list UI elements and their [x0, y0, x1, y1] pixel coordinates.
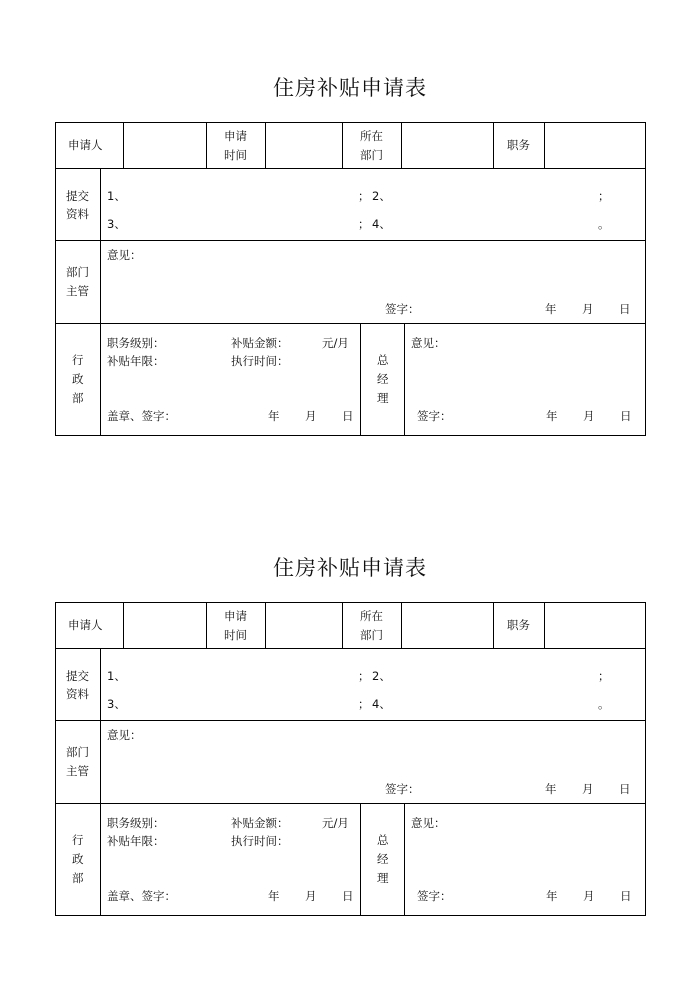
gm-year: 年: [546, 889, 558, 903]
gm-month: 月: [583, 889, 595, 903]
gm-month: 月: [583, 409, 595, 423]
material-sep-3: ；: [358, 217, 370, 231]
apply-time-label-1: 申请: [224, 129, 247, 143]
apply-time-label-2: 时间: [224, 628, 247, 642]
dept-head-year: 年: [545, 782, 557, 796]
form-title: 住房补贴申请表: [273, 76, 427, 100]
gm-label-3: 理: [377, 391, 389, 405]
gm-sign[interactable]: 签字：: [417, 889, 452, 903]
dept-head-label-1: 部门: [66, 745, 89, 759]
material-sep-2: ；: [598, 669, 610, 683]
gm-day: 日: [620, 889, 632, 903]
dept-head-day: 日: [619, 302, 631, 316]
materials-label-2: 资料: [66, 687, 89, 701]
applicant-label: 申请人: [68, 138, 103, 152]
admin-term[interactable]: 补贴年限：: [107, 834, 165, 848]
material-item-3[interactable]: 3、: [107, 697, 126, 711]
dept-head-month: 月: [582, 782, 594, 796]
admin-unit: 元/月: [322, 336, 349, 350]
dept-head-sign[interactable]: 签字：: [385, 302, 420, 316]
material-item-1[interactable]: 1、: [107, 189, 126, 203]
apply-time-field[interactable]: [266, 123, 342, 168]
material-end: 。: [598, 217, 610, 231]
dept-head-label-1: 部门: [66, 265, 89, 279]
dept-head-year: 年: [545, 302, 557, 316]
material-sep-1: ；: [358, 669, 370, 683]
admin-month: 月: [305, 889, 317, 903]
gm-label-2: 经: [377, 372, 389, 386]
dept-label-2: 部门: [360, 148, 383, 162]
applicant-field[interactable]: [124, 603, 206, 648]
admin-year: 年: [268, 889, 280, 903]
apply-time-label-1: 申请: [224, 609, 247, 623]
dept-head-day: 日: [619, 782, 631, 796]
admin-month: 月: [305, 409, 317, 423]
position-label: 职务: [507, 618, 530, 632]
admin-day: 日: [342, 409, 354, 423]
materials-label-1: 提交: [66, 669, 89, 683]
material-item-4[interactable]: 4、: [372, 697, 391, 711]
dept-label-1: 所在: [360, 129, 383, 143]
admin-label-1: 行: [72, 353, 84, 367]
gm-label-3: 理: [377, 871, 389, 885]
material-sep-2: ；: [598, 189, 610, 203]
gm-label-1: 总: [377, 833, 389, 847]
apply-time-field[interactable]: [266, 603, 342, 648]
admin-year: 年: [268, 409, 280, 423]
dept-head-month: 月: [582, 302, 594, 316]
admin-unit: 元/月: [322, 816, 349, 830]
dept-head-label-2: 主管: [66, 284, 89, 298]
gm-year: 年: [546, 409, 558, 423]
admin-term[interactable]: 补贴年限：: [107, 354, 165, 368]
material-item-1[interactable]: 1、: [107, 669, 126, 683]
housing-subsidy-form-2: [0, 480, 700, 920]
material-sep-3: ；: [358, 697, 370, 711]
admin-label-2: 政: [72, 372, 84, 386]
gm-opinion[interactable]: 意见：: [411, 816, 446, 830]
gm-label-2: 经: [377, 852, 389, 866]
apply-time-label-2: 时间: [224, 148, 247, 162]
dept-label-2: 部门: [360, 628, 383, 642]
form-title: 住房补贴申请表: [273, 556, 427, 580]
material-end: 。: [598, 697, 610, 711]
material-item-4[interactable]: 4、: [372, 217, 391, 231]
gm-label-1: 总: [377, 353, 389, 367]
dept-head-label-2: 主管: [66, 764, 89, 778]
admin-rank[interactable]: 职务级别：: [107, 336, 165, 350]
admin-label-3: 部: [72, 391, 84, 405]
material-sep-1: ；: [358, 189, 370, 203]
admin-label-2: 政: [72, 852, 84, 866]
dept-label-1: 所在: [360, 609, 383, 623]
dept-field[interactable]: [402, 123, 493, 168]
admin-exec-time[interactable]: 执行时间：: [231, 834, 289, 848]
dept-head-opinion[interactable]: 意见：: [107, 728, 142, 742]
dept-field[interactable]: [402, 603, 493, 648]
admin-rank[interactable]: 职务级别：: [107, 816, 165, 830]
gm-day: 日: [620, 409, 632, 423]
admin-seal[interactable]: 盖章、签字：: [107, 409, 176, 423]
dept-head-opinion[interactable]: 意见：: [107, 248, 142, 262]
position-label: 职务: [507, 138, 530, 152]
materials-label-1: 提交: [66, 189, 89, 203]
gm-opinion[interactable]: 意见：: [411, 336, 446, 350]
admin-amount[interactable]: 补贴金额：: [231, 336, 289, 350]
position-field[interactable]: [545, 123, 645, 168]
materials-label-2: 资料: [66, 207, 89, 221]
admin-exec-time[interactable]: 执行时间：: [231, 354, 289, 368]
housing-subsidy-form-1: [0, 0, 700, 440]
admin-amount[interactable]: 补贴金额：: [231, 816, 289, 830]
applicant-label: 申请人: [68, 618, 103, 632]
position-field[interactable]: [545, 603, 645, 648]
applicant-field[interactable]: [124, 123, 206, 168]
admin-label-3: 部: [72, 871, 84, 885]
gm-sign[interactable]: 签字：: [417, 409, 452, 423]
admin-seal[interactable]: 盖章、签字：: [107, 889, 176, 903]
material-item-3[interactable]: 3、: [107, 217, 126, 231]
admin-day: 日: [342, 889, 354, 903]
material-item-2[interactable]: 2、: [372, 669, 391, 683]
admin-label-1: 行: [72, 833, 84, 847]
material-item-2[interactable]: 2、: [372, 189, 391, 203]
dept-head-sign[interactable]: 签字：: [385, 782, 420, 796]
